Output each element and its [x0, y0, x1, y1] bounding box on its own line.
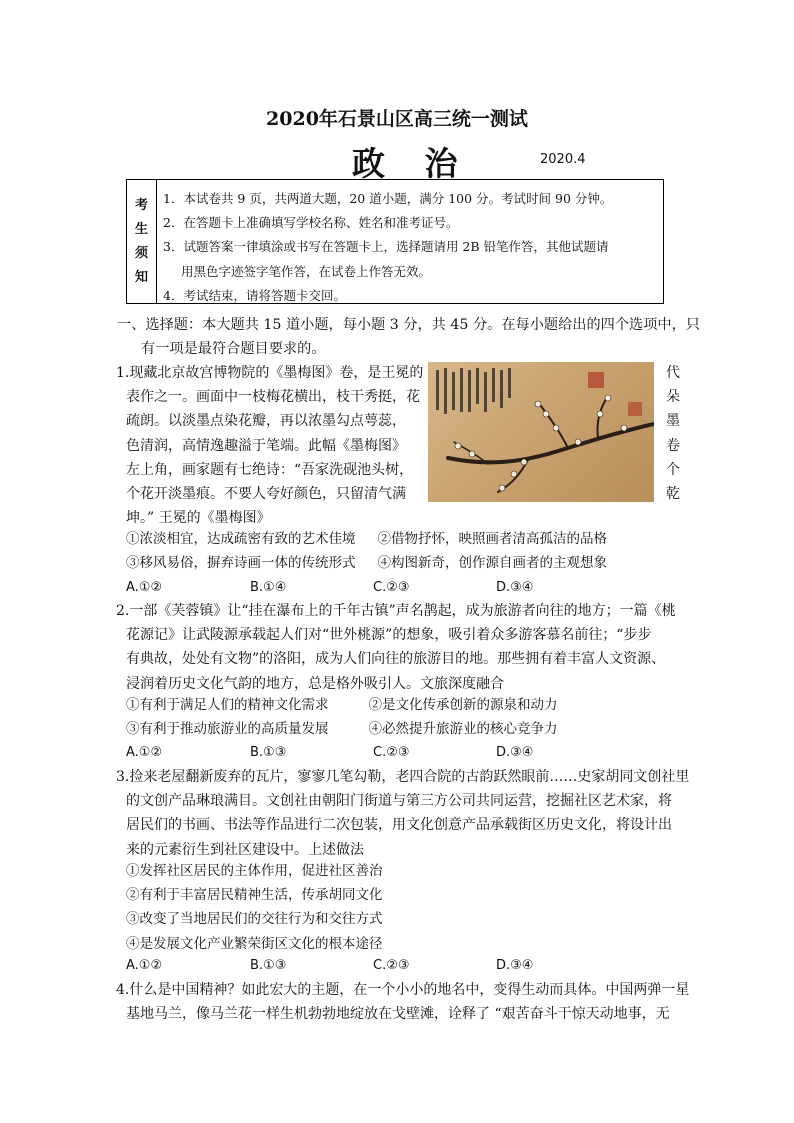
question-char: 朵 [666, 389, 680, 406]
notice-side-char: 考 [134, 197, 148, 213]
section-heading [117, 313, 700, 361]
question-line: 3.捡来老屋翻新废弃的瓦片，寥寥几笔勾勒，老四合院的古韵跃然眼前……史家胡同文创社里 [116, 769, 690, 785]
question-line: 的文创产品琳琅满目。文创社由朝阳门街道与第三方公司共同运营，挖掘社区艺术家，将 [126, 793, 672, 810]
option: ②借物抒怀，映照画者清高孤洁的品格 [377, 531, 607, 547]
option: ④必然提升旅游业的核心竞争力 [368, 721, 558, 738]
subject-title: 政 治 [352, 144, 472, 183]
notice-item: 2．在答题卡上准确填写学校名称、姓名和准考证号。 [163, 215, 459, 231]
question-line: 浸润着历史文化气韵的地方，总是格外吸引人。文旅深度融合 [126, 675, 504, 692]
option: ①发挥社区居民的主体作用，促进社区善治 [126, 863, 383, 879]
notice-item: 用黑色字迹签字笔作答，在试卷上作答无效。 [181, 263, 432, 279]
question-line: 疏朗。以淡墨点染花瓣，再以浓墨勾点萼蕊， [126, 413, 406, 430]
candidate-notice-box [126, 179, 664, 304]
question-line: 花源记》让武陵源承载起人们对“世外桃源”的想象，吸引着众多游客慕名前往；“步步 [126, 627, 652, 644]
question-1-text [116, 361, 423, 530]
notice-item: 4．考试结束，请将答题卡交回。 [163, 287, 346, 303]
question-char: 卷 [666, 437, 680, 454]
option: ④构图新奇，创作源自画者的主观想象 [377, 555, 607, 572]
answer-choice: D.③④ [496, 958, 534, 973]
question-line: 左上角，画家题有七绝诗：“吾家洗砚池头树， [126, 461, 414, 478]
option: ②是文化传承创新的源泉和动力 [368, 697, 558, 713]
option: ③有利于推动旅游业的高质量发展 [126, 721, 329, 738]
question-line: 个花开淡墨痕。不要人夸好颜色，只留清气满 [126, 486, 406, 503]
exam-title: 2020年石景山区高三统一测试 [266, 108, 528, 130]
answer-choice: B.①③ [250, 745, 287, 760]
plum-branch-illustration [428, 362, 654, 502]
question-2-text [116, 599, 676, 696]
notice-side-char: 生 [134, 221, 148, 237]
question-line: 1.现藏北京故宫博物院的《墨梅图》卷，是王冕的 [116, 365, 424, 381]
answer-choice: A.①② [126, 958, 163, 973]
notice-item: 1．本试卷共 9 页，共两道大题，20 道小题，满分 100 分。考试时间 90 分钟。 [163, 191, 613, 206]
notice-item: 3．试题答案一律填涂或书写在答题卡上，选择题请用 2B 铅笔作答，其他试题请 [163, 239, 609, 255]
answer-choice: C.②③ [373, 745, 410, 760]
question-line: 色清润，高情逸趣溢于笔端。此幅《墨梅图》 [126, 437, 406, 454]
option: ①有利于满足人们的精神文化需求 [126, 697, 329, 713]
section-heading-line: 有一项是最符合题目要求的。 [141, 341, 326, 358]
seal-stamp [588, 372, 604, 388]
answer-choice: B.①④ [250, 580, 287, 595]
question-line: 居民们的书画、书法等作品进行二次包装，用文化创意产品承载街区历史文化，将设计出 [126, 817, 672, 834]
answer-choice: B.①③ [250, 958, 287, 973]
option: ③移风易俗，摒弃诗画一体的传统形式 [126, 555, 356, 572]
question-3-options [126, 859, 383, 956]
question-char: 个 [666, 461, 680, 478]
question-line: 基地马兰，像马兰花一样生机勃勃地绽放在戈壁滩，诠释了 “艰苦奋斗干惊天动地事，无 [126, 1006, 670, 1023]
question-line: 4.什么是中国精神？如此宏大的主题，在一个小小的地名中，变得生动而具体。中国两弹一星 [116, 982, 690, 998]
answer-choice: A.①② [126, 580, 163, 595]
question-line: 来的元素衍生到社区建设中。上述做法 [126, 841, 364, 858]
question-line: 表作之一。画面中一枝梅花横出，枝干秀挺，花 [126, 389, 420, 406]
question-3-text [116, 765, 689, 862]
question-2-options [126, 693, 558, 741]
section-heading-line: 一、选择题：本大题共 15 道小题，每小题 3 分，共 45 分。在每小题给出的四个选项中，只 [117, 317, 700, 333]
notice-side-char: 须 [134, 245, 148, 261]
calligraphy-inscription [436, 368, 511, 414]
question-1-right-column [664, 361, 682, 506]
option: ④是发展文化产业繁荣街区文化的根本途径 [126, 935, 383, 952]
option: ①浓淡相宜，达成疏密有致的艺术佳境 [126, 531, 356, 547]
question-char: 墨 [666, 413, 680, 430]
answer-choice: D.③④ [496, 580, 534, 595]
answer-choice: C.②③ [373, 580, 410, 595]
answer-choice: D.③④ [496, 745, 534, 760]
question-1-options [126, 527, 607, 575]
option: ②有利于丰富居民精神生活，传承胡同文化 [126, 887, 383, 904]
question-line: 有典故，处处有文物”的洛阳，成为人们向往的旅游目的地。那些拥有着丰富人文资源、 [126, 651, 666, 668]
notice-list [163, 187, 657, 308]
answer-choice: A.①② [126, 745, 163, 760]
plum-branch [448, 396, 654, 492]
question-4-text [116, 978, 689, 1026]
exam-date: 2020.4 [540, 152, 586, 167]
question-line: 2.一部《芙蓉镇》让“挂在瀑布上的千年古镇”声名鹊起，成为旅游者向往的地方；一篇《桃 [116, 603, 676, 619]
plum-blossom-painting [428, 362, 654, 502]
seal-stamp [628, 402, 642, 416]
question-char: 乾 [666, 486, 680, 503]
question-char: 代 [666, 365, 680, 381]
option: ③改变了当地居民们的交往行为和交往方式 [126, 911, 383, 928]
notice-side-label [127, 180, 157, 303]
question-line: 坤。” 王冕的《墨梅图》 [126, 510, 271, 527]
answer-choice: C.②③ [373, 958, 410, 973]
notice-side-char: 知 [134, 269, 148, 285]
